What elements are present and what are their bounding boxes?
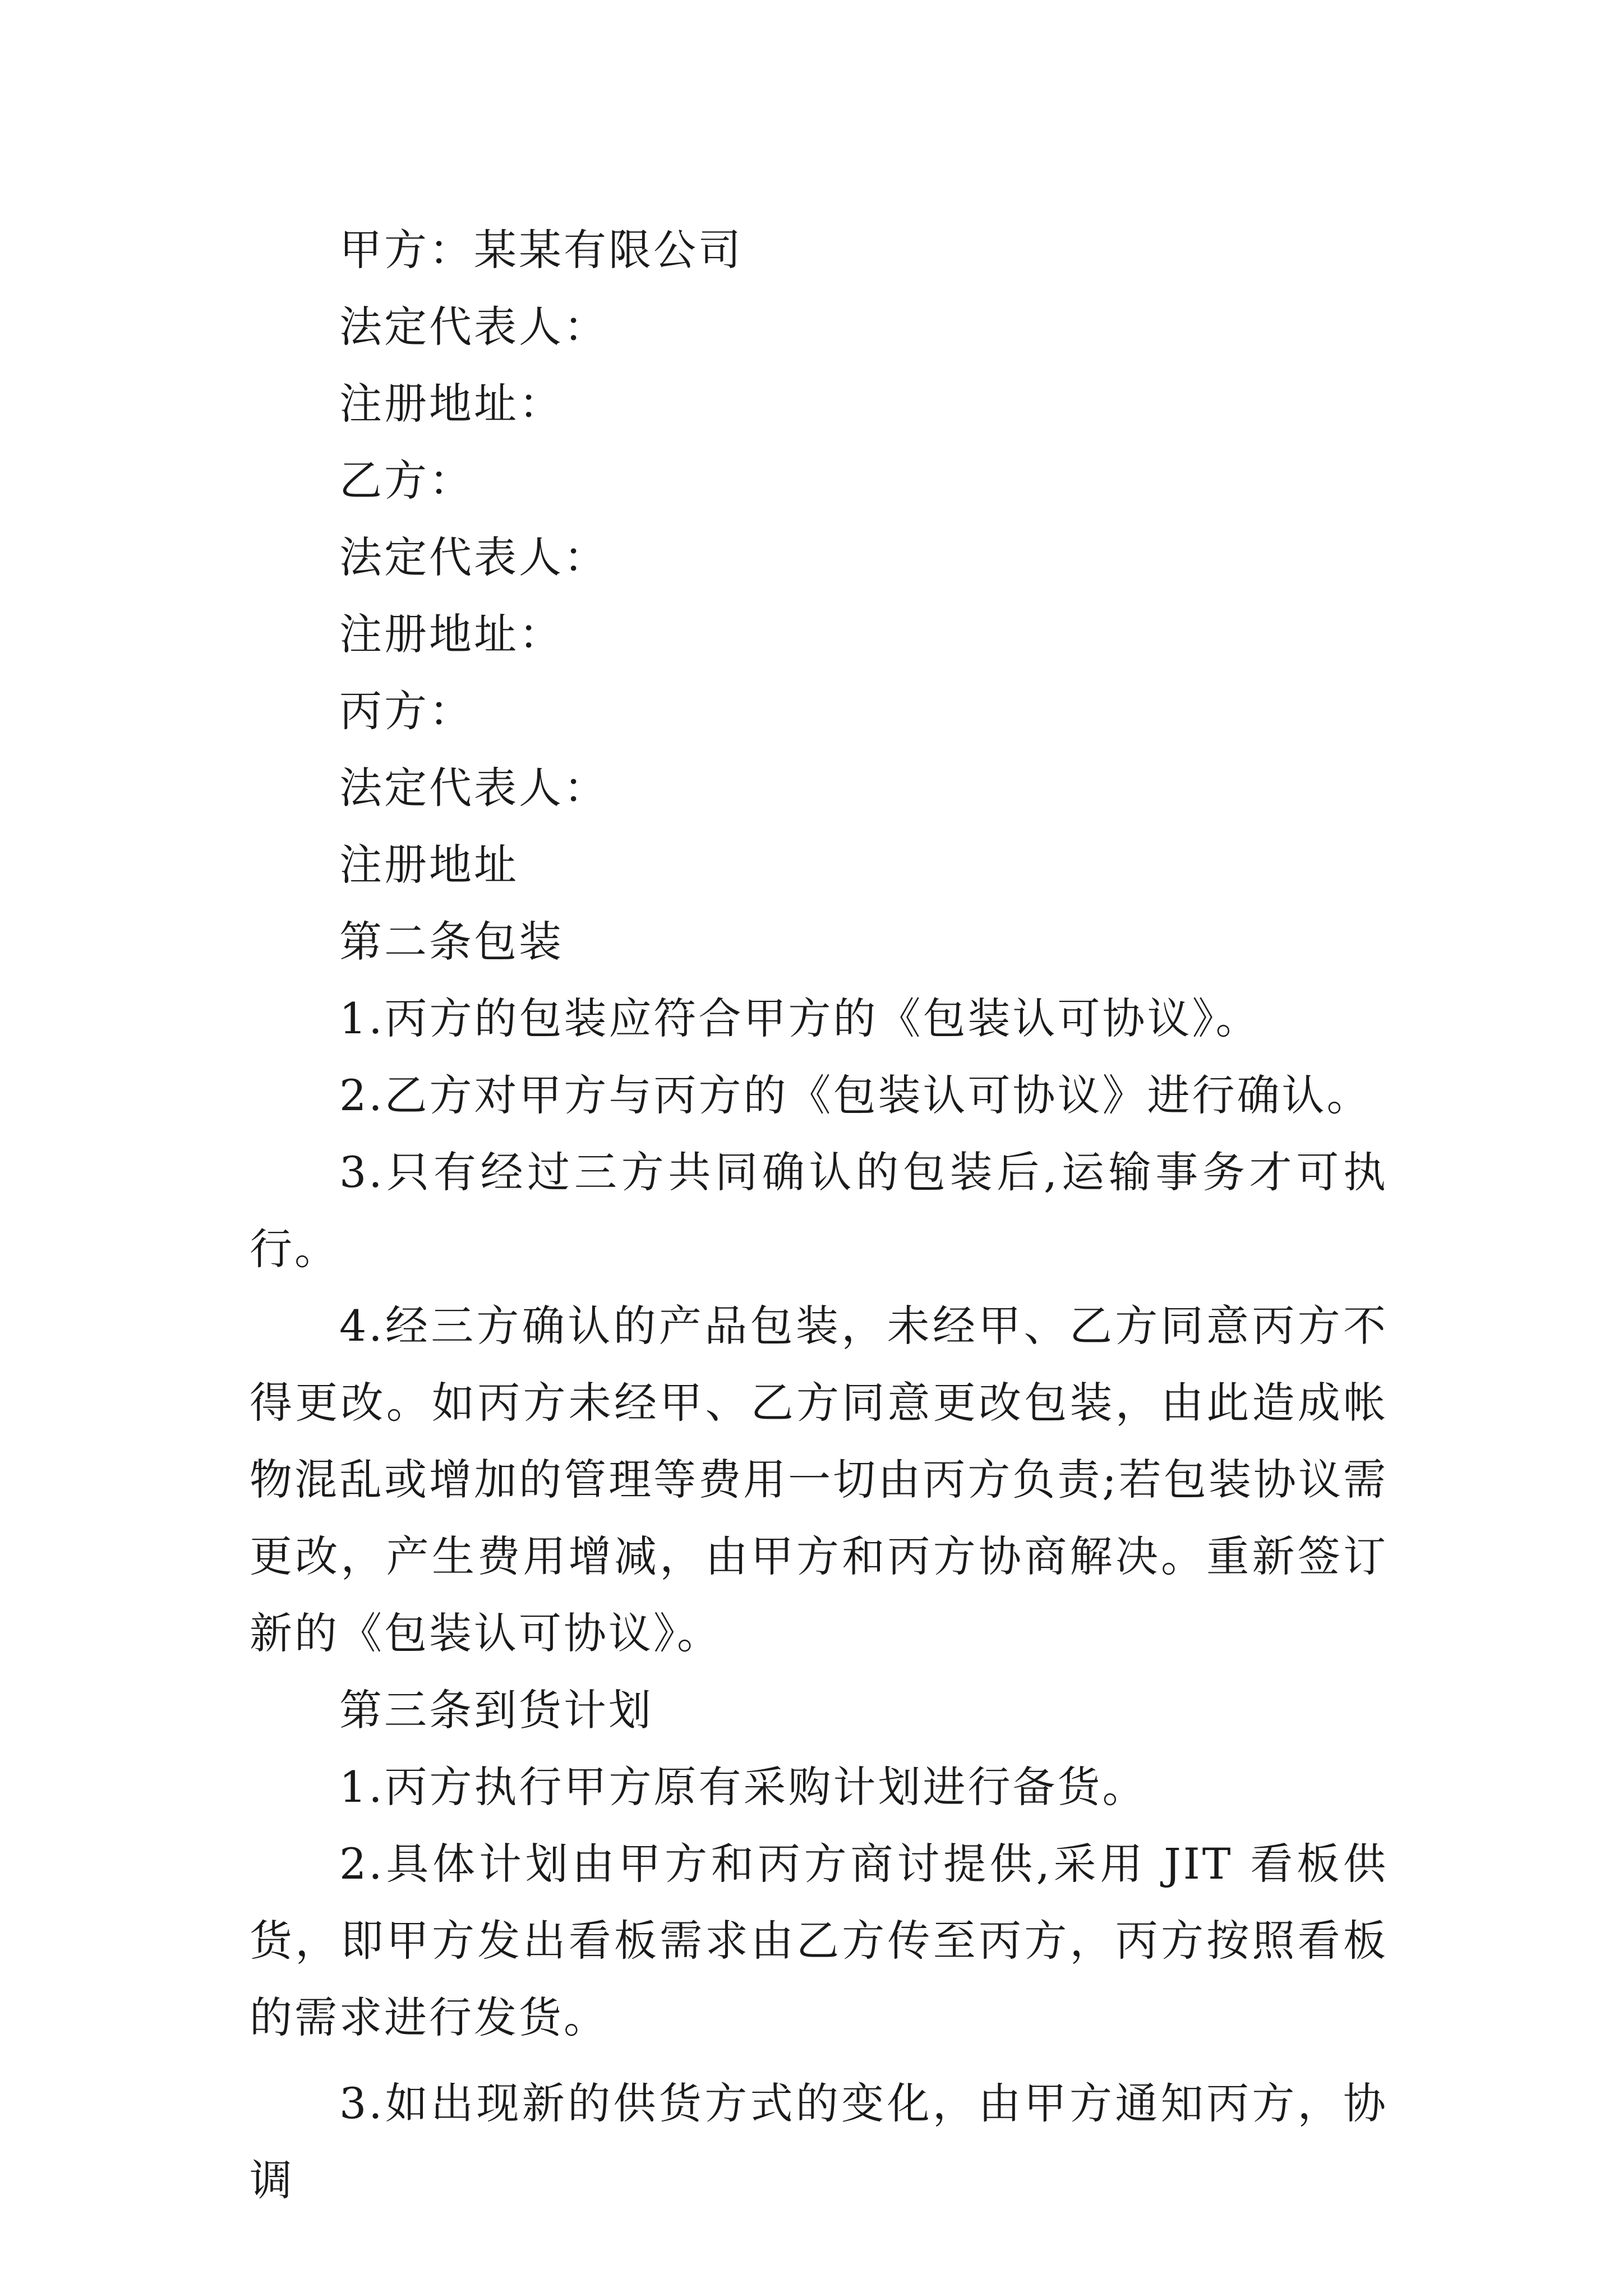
article-3-heading: 第三条到货计划 bbox=[339, 1685, 653, 1735]
party-b-representative: 法定代表人： bbox=[339, 532, 608, 582]
article-2-item-3: 3.只有经过三方共同确认的包装后,运输事务才可执行。 bbox=[250, 1147, 1388, 1274]
party-c-address: 注册地址 bbox=[339, 840, 519, 890]
article-3-item-1: 1.丙方执行甲方原有采购计划进行备货。 bbox=[339, 1762, 1147, 1812]
article-2-item-4: 4.经三方确认的产品包装，未经甲、乙方同意丙方不得更改。如丙方未经甲、乙方同意更改包装，由此造成帐物混乱或增加的管理等费用一切由丙方负责;若包装协议需更改，产生费用增减，由甲方和丙方协商解决。重新签订新的《包装认可协议》。 bbox=[250, 1301, 1388, 1658]
party-c-line: 丙方： bbox=[339, 686, 474, 736]
party-a-address: 注册地址： bbox=[339, 379, 564, 429]
document-body bbox=[250, 211, 1388, 2219]
article-3-item-2: 2.具体计划由甲方和丙方商讨提供,采用 JIT 看板供货，即甲方发出看板需求由乙方传至丙方，丙方按照看板的需求进行发货。 bbox=[250, 1839, 1388, 2042]
article-2-heading: 第二条包装 bbox=[339, 917, 564, 967]
party-b-address: 注册地址： bbox=[339, 609, 564, 659]
party-c-representative: 法定代表人： bbox=[339, 763, 608, 813]
article-2-item-1: 1.丙方的包装应符合甲方的《包装认可协议》。 bbox=[339, 993, 1261, 1043]
party-a-line: 甲方：某某有限公司 bbox=[339, 225, 743, 275]
article-2-item-2: 2.乙方对甲方与丙方的《包装认可协议》进行确认。 bbox=[339, 1070, 1372, 1120]
article-3-item-3: 3.如出现新的供货方式的变化，由甲方通知丙方，协调 bbox=[250, 2078, 1388, 2205]
party-b-line: 乙方： bbox=[339, 455, 474, 505]
party-a-representative: 法定代表人： bbox=[339, 302, 608, 352]
